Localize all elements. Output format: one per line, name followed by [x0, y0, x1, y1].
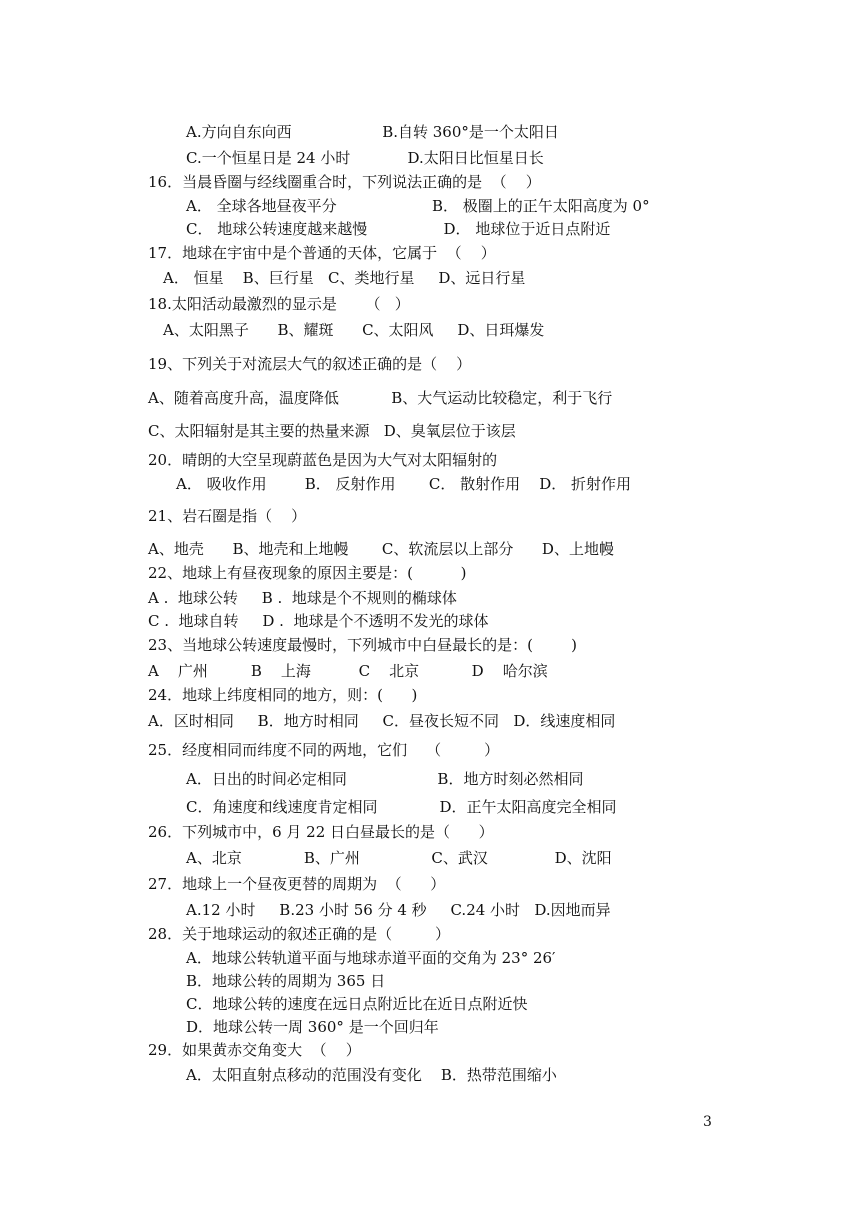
- text-line: 29．如果黄赤交角变大 （ ）: [148, 1041, 361, 1059]
- text-line: 27．地球上一个昼夜更替的周期为 （ ）: [148, 875, 446, 893]
- text-line: A．地球公转轨道平面与地球赤道平面的交角为 23° 26′: [186, 949, 556, 967]
- text-line: A． 恒星 B、巨行星 C、类地行星 D、远日行星: [163, 269, 526, 287]
- text-line: C、太阳辐射是其主要的热量来源 D、臭氧层位于该层: [148, 422, 516, 440]
- text-line: A． 全球各地昼夜平分 B． 极圈上的正午太阳高度为 0°: [186, 197, 650, 215]
- text-line: 20．晴朗的大空呈现蔚蓝色是因为大气对太阳辐射的: [148, 451, 498, 469]
- text-line: 18.太阳活动最激烈的显示是 （ ）: [148, 295, 410, 313]
- text-line: 23、当地球公转速度最慢时，下列城市中白昼最长的是：( ): [148, 636, 577, 654]
- text-line: A．区时相同 B．地方时相同 C．昼夜长短不同 D．线速度相同: [148, 712, 616, 730]
- text-line: A． 吸收作用 B． 反射作用 C． 散射作用 D． 折射作用: [176, 475, 632, 493]
- page-number: 3: [703, 1114, 712, 1130]
- text-line: A．太阳直射点移动的范围没有变化 B．热带范围缩小: [186, 1066, 557, 1084]
- text-line: 19、下列关于对流层大气的叙述正确的是（ ）: [148, 355, 472, 373]
- text-line: B．地球公转的周期为 365 日: [186, 972, 386, 990]
- text-line: C． 地球公转速度越来越慢 D． 地球位于近日点附近: [186, 220, 611, 238]
- text-line: 25．经度相同而纬度不同的两地，它们 （ ）: [148, 741, 500, 759]
- text-line: 17．地球在宇宙中是个普通的天体，它属于 （ ）: [148, 244, 496, 262]
- text-line: C．地球公转的速度在远日点附近比在近日点附近快: [186, 995, 528, 1013]
- text-line: A、随着高度升高，温度降低 B、大气运动比较稳定，利于飞行: [148, 389, 613, 407]
- text-line: C . 地球自转 D . 地球是个不透明不发光的球体: [148, 612, 489, 630]
- text-line: A . 地球公转 B . 地球是个不规则的椭球体: [148, 589, 457, 607]
- text-line: 22、地球上有昼夜现象的原因主要是：( ): [148, 564, 467, 582]
- text-line: 28．关于地球运动的叙述正确的是（ ）: [148, 925, 451, 943]
- text-line: 21、岩石圈是指（ ）: [148, 507, 307, 525]
- text-line: C.一个恒星日是 24 小时 D.太阳日比恒星日长: [186, 149, 544, 167]
- text-line: A、北京 B、广州 C、武汉 D、沈阳: [186, 849, 612, 867]
- text-line: A 广州 B 上海 C 北京 D 哈尔滨: [148, 662, 548, 680]
- text-line: 24．地球上纬度相同的地方，则：( ): [148, 686, 418, 704]
- text-line: A、地壳 B、地壳和上地幔 C、软流层以上部分 D、上地幔: [148, 540, 614, 558]
- text-line: A.方向自东向西 B.自转 360°是一个太阳日: [186, 123, 559, 141]
- text-line: A、太阳黑子 B、耀斑 C、太阳风 D、日珥爆发: [163, 321, 545, 339]
- text-line: C．角速度和线速度肯定相同 D．正午太阳高度完全相同: [186, 798, 617, 816]
- text-line: A.12 小时 B.23 小时 56 分 4 秒 C.24 小时 D.因地而异: [186, 901, 611, 919]
- text-line: 26．下列城市中，6 月 22 日白昼最长的是（ ）: [148, 823, 494, 841]
- text-line: A．日出的时间必定相同 B．地方时刻必然相同: [186, 770, 584, 788]
- text-line: 16．当晨昏圈与经线圈重合时，下列说法正确的是 （ ）: [148, 173, 541, 191]
- text-line: D．地球公转一周 360° 是一个回归年: [186, 1018, 439, 1036]
